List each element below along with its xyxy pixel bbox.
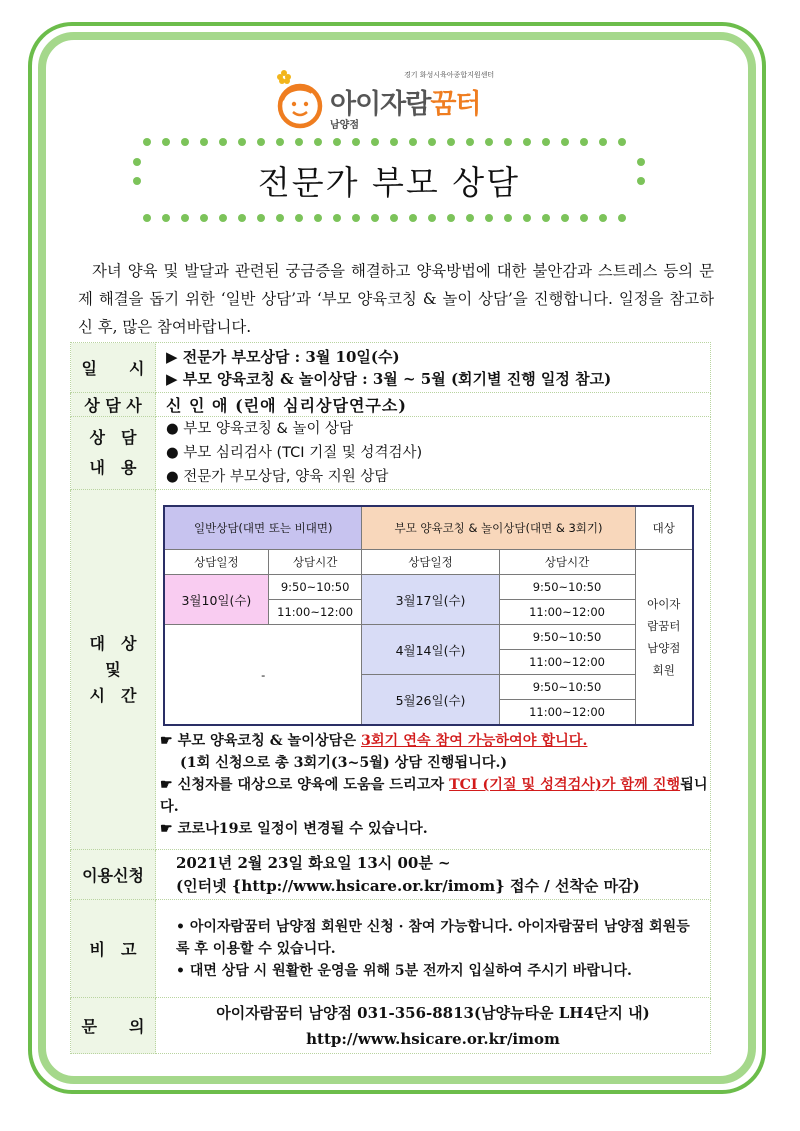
sched-subheader-row [164,550,693,575]
content-item: ● 전문가 부모상담, 양육 지원 상담 [166,469,389,485]
label-content-1: 상 담 [89,428,137,447]
table-row [164,575,693,600]
label-target-1: 대 상 [89,633,137,653]
schedule-line1: ▶ 전문가 부모상담 : 3월 10일(수) [166,347,400,366]
apply-line1: 2021년 2월 23일 화요일 13시 00분 ~ [176,853,451,872]
sub-date: 상담일정 [164,550,268,575]
general-time-1: 9:50~10:50 [268,575,362,600]
schedule-cell [156,343,711,393]
target-line: 아이자 [647,597,681,611]
general-empty: - [164,625,362,726]
schedule-table [163,505,694,726]
apply-cell [156,850,711,900]
label-schedule: 일 시 [71,343,156,393]
coaching-date-3: 5월26일(수) [362,675,499,726]
row-remarks [71,900,711,998]
label-target-3: 시 간 [89,685,137,705]
row-target [71,490,711,850]
note-2 [160,774,710,818]
coaching-time: 9:50~10:50 [499,675,635,700]
logo-branch: 남양점 [330,120,359,131]
contact-url[interactable]: http://www.hsicare.or.kr/imom [306,1029,560,1048]
remarks-cell [156,900,711,998]
contact-line1: 아이자람꿈터 남양점 031-356-8813(남양뉴타운 LH4단지 내) [216,1003,650,1022]
coaching-time: 9:50~10:50 [499,625,635,650]
note-2-text: ☛ 신청자를 대상으로 양육에 도움을 드리고자 [160,777,450,793]
label-content-2: 내 용 [89,458,137,477]
target-members [635,550,693,726]
contact-cell [156,998,711,1054]
header-target: 대상 [635,506,693,550]
row-counselor [71,393,711,417]
coaching-date-2: 4월14일(수) [362,625,499,675]
content-item: ● 부모 양육코칭 & 놀이 상담 [166,421,354,437]
label-remarks: 비 고 [71,900,156,998]
intro-paragraph: 자녀 양육 및 발달과 관련된 궁금증을 해결하고 양육방법에 대한 불안감과 스트레스 등의 문제 해결을 돕기 위한 ‘일반 상담’과 ‘부모 양육코칭 & 놀이 상담’을 진행합니다. 일정을 참고하신 후, 많은 참여바랍니다. [78,262,714,336]
apply-line2: (인터넷 {http://www.hsicare.or.kr/imom} 접수 / 선착순 마감) [176,876,640,895]
label-contact: 문 의 [71,998,156,1054]
row-schedule [71,343,711,393]
remark-2: • 대면 상담 시 원활한 운영을 위해 5분 전까지 입실하여 주시기 바랍니다. [176,962,632,979]
coaching-time: 11:00~12:00 [499,650,635,675]
general-date: 3월10일(수) [164,575,268,625]
header-coaching: 부모 양육코칭 & 놀이상담(대면 & 3회기) [362,506,635,550]
logo [272,62,532,132]
coaching-date-1: 3월17일(수) [362,575,499,625]
target-notes [160,730,710,840]
page-title: 전문가 부모 상담 [257,162,521,202]
sub-time: 상담시간 [268,550,362,575]
info-table [70,342,711,1054]
note-1 [160,730,710,752]
sub-time2: 상담시간 [499,550,635,575]
logo-name-part2: 꿈터 [430,89,481,120]
target-line: 회원 [652,663,675,677]
note-1-sub: (1회 신청으로 총 3회기(3~5월) 상담 진행됩니다.) [180,755,508,771]
coaching-time: 11:00~12:00 [499,600,635,625]
counselor-value: 신 인 애 (린애 심리상담연구소) [156,393,711,417]
header-general: 일반상담(대면 또는 비대면) [164,506,362,550]
target-line: 람꿈터 [647,619,681,633]
note-1-highlight: 3회기 연속 참여 가능하여야 합니다. [360,733,588,749]
target-cell [156,490,711,850]
org-small-text: 경기 화성시육아종합지원센터 [404,71,495,79]
sched-header-row [164,506,693,550]
coaching-time: 9:50~10:50 [499,575,635,600]
note-2-highlight: TCI (기질 및 성격검사)가 함께 진행 [449,777,681,793]
content-item: ● 부모 심리검사 (TCI 기질 및 성격검사) [166,445,423,461]
label-target-2: 및 [105,659,121,679]
content-cell [156,417,711,490]
general-time-2: 11:00~12:00 [268,600,362,625]
schedule-line2: ▶ 부모 양육코칭 & 놀이상담 : 3월 ~ 5월 (회기별 진행 일정 참고) [166,369,612,388]
remark-1: • 아이자람꿈터 남양점 회원만 신청 · 참여 가능합니다. 아이자람꿈터 남양점 회원등록 후 이용할 수 있습니다. [176,918,690,957]
note-3: ☛ 코로나19로 일정이 변경될 수 있습니다. [160,821,428,837]
logo-name-part1: 아이자람 [330,89,431,120]
row-apply [71,850,711,900]
sub-date2: 상담일정 [362,550,499,575]
row-contact [71,998,711,1054]
label-counselor: 상 담 사 [71,393,156,417]
table-row [164,625,693,650]
note-1-text: ☛ 부모 양육코칭 & 놀이상담은 [160,733,361,749]
label-target [71,490,156,850]
row-content [71,417,711,490]
note-2-tail: 됩니다. [160,777,708,815]
title-box [132,137,646,223]
coaching-time: 11:00~12:00 [499,700,635,726]
label-apply: 이용신청 [71,850,156,900]
target-line: 남양점 [647,641,681,655]
label-content [71,417,156,490]
child-face-logo-icon [272,66,328,130]
